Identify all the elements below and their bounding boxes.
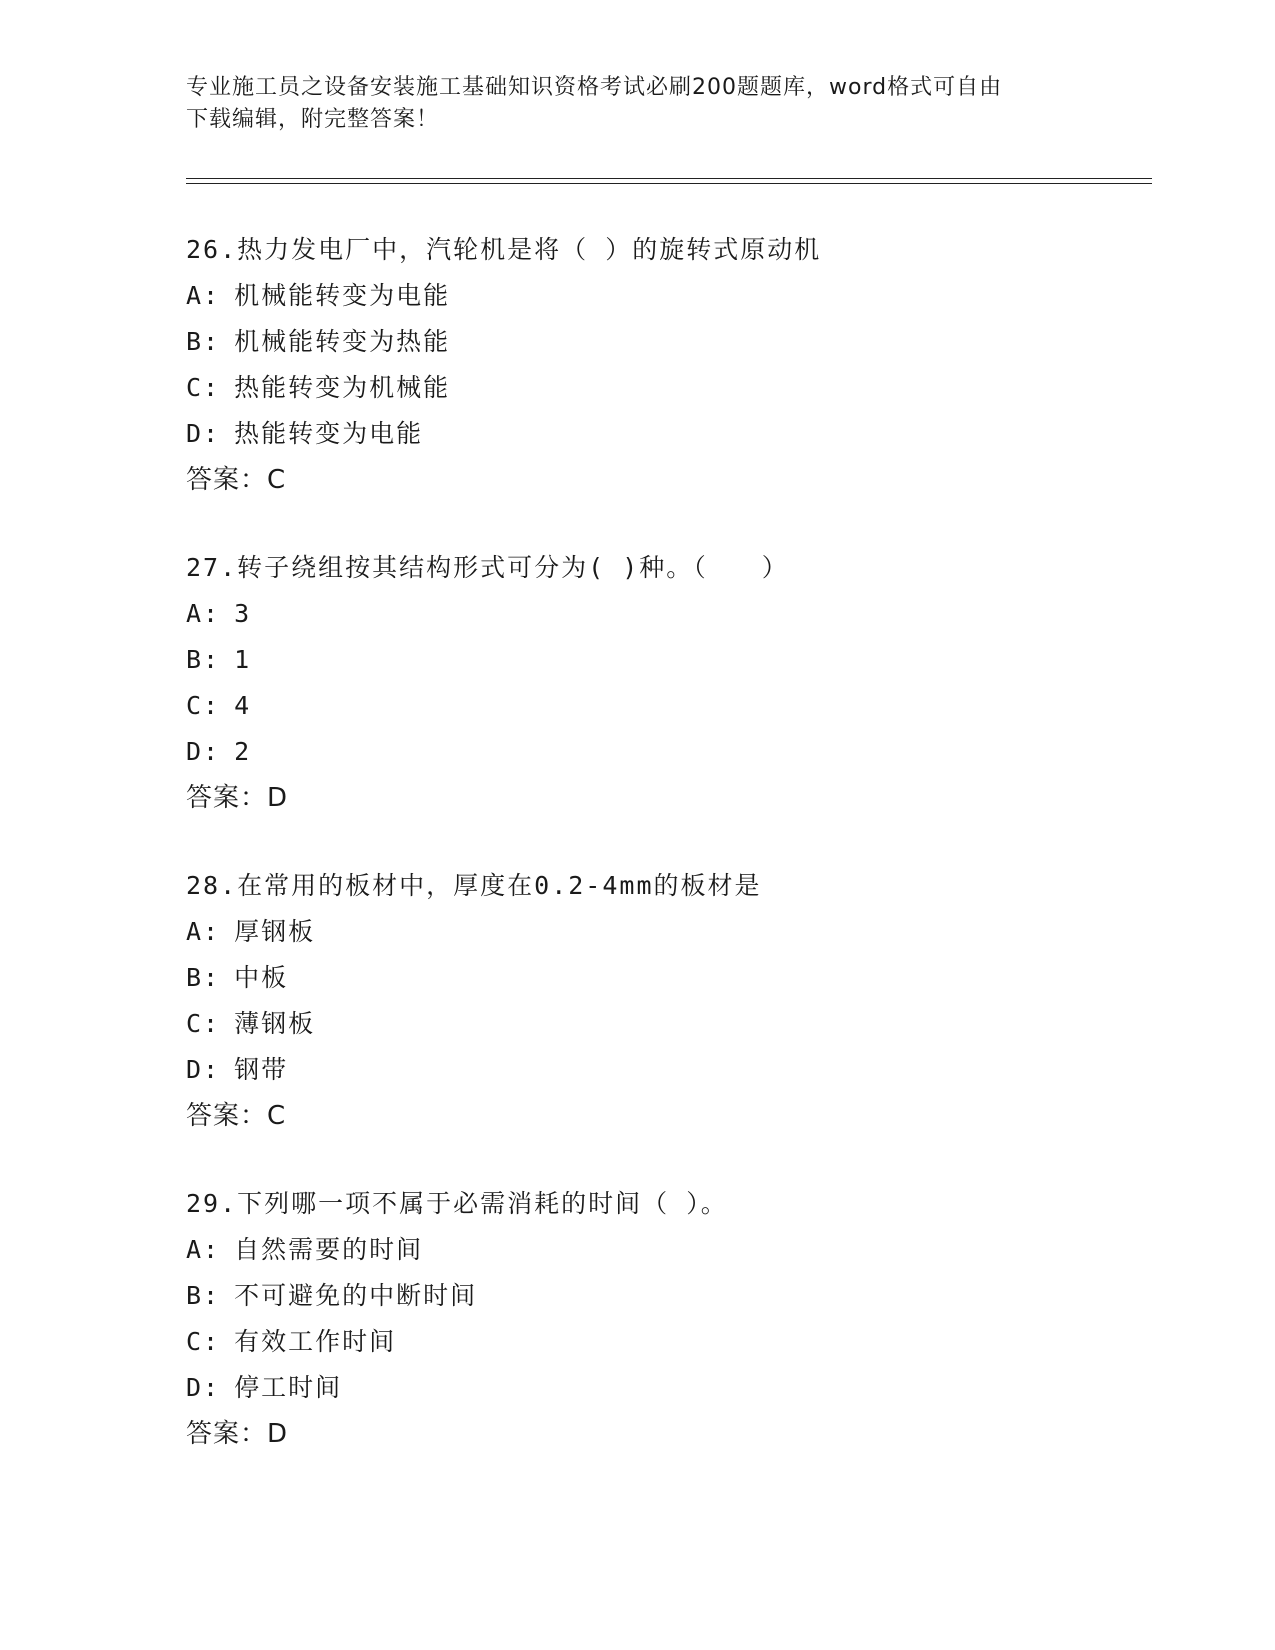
option-a: [186, 273, 1126, 319]
option-text: 有效工作时间: [234, 1327, 397, 1356]
option-label: C:: [186, 691, 221, 720]
answer: [186, 1093, 1126, 1139]
option-text: 厚钢板: [234, 917, 316, 946]
option-d: [186, 411, 1126, 457]
option-label: D:: [186, 1373, 221, 1402]
option-b: [186, 319, 1126, 365]
question-number: 28.: [186, 871, 238, 900]
option-text: 机械能转变为热能: [234, 327, 451, 356]
document-header: [186, 72, 1066, 136]
option-label: B:: [186, 963, 221, 992]
option-label: A:: [186, 281, 221, 310]
option-text: 钢带: [234, 1055, 289, 1084]
answer: [186, 775, 1126, 821]
option-c: [186, 365, 1126, 411]
question-28: [186, 863, 1126, 1139]
option-a: [186, 1227, 1126, 1273]
question-text: 转子绕组按其结构形式可分为( )种。（ ）: [237, 553, 789, 582]
header-line-2: 下载编辑，附完整答案！: [186, 107, 440, 132]
option-text: 3: [234, 599, 252, 628]
option-a: [186, 909, 1126, 955]
option-text: 薄钢板: [234, 1009, 316, 1038]
header-line-1: 专业施工员之设备安装施工基础知识资格考试必刷200题题库，word格式可自由: [186, 75, 1003, 100]
question-text: 热力发电厂中，汽轮机是将（ ）的旋转式原动机: [237, 235, 822, 264]
option-d: [186, 1047, 1126, 1093]
question-stem: [186, 1181, 1126, 1227]
option-b: [186, 1273, 1126, 1319]
option-text: 停工时间: [234, 1373, 343, 1402]
question-number: 29.: [186, 1189, 238, 1218]
option-text: 4: [234, 691, 252, 720]
question-26: [186, 227, 1126, 503]
option-text: 1: [234, 645, 252, 674]
question-stem: [186, 863, 1126, 909]
answer-value: C: [267, 1101, 287, 1131]
option-text: 热能转变为电能: [234, 419, 424, 448]
question-27: [186, 545, 1126, 821]
option-label: D:: [186, 1055, 221, 1084]
option-text: 中板: [234, 963, 289, 992]
option-text: 自然需要的时间: [234, 1235, 424, 1264]
option-label: C:: [186, 1009, 221, 1038]
option-label: B:: [186, 645, 221, 674]
option-label: D:: [186, 737, 221, 766]
question-number: 27.: [186, 553, 238, 582]
option-b: [186, 637, 1126, 683]
answer-value: C: [267, 465, 287, 495]
option-text: 2: [234, 737, 252, 766]
option-label: A:: [186, 917, 221, 946]
answer: [186, 457, 1126, 503]
answer: [186, 1411, 1126, 1457]
option-label: C:: [186, 1327, 221, 1356]
answer-label: 答案：: [186, 783, 268, 813]
question-stem: [186, 227, 1126, 273]
option-text: 热能转变为机械能: [234, 373, 451, 402]
option-label: B:: [186, 327, 221, 356]
option-c: [186, 1319, 1126, 1365]
header-divider-bottom: [186, 183, 1152, 184]
answer-label: 答案：: [186, 1419, 268, 1449]
question-number: 26.: [186, 235, 238, 264]
option-text: 机械能转变为电能: [234, 281, 451, 310]
option-d: [186, 1365, 1126, 1411]
option-label: A:: [186, 1235, 221, 1264]
question-text: 在常用的板材中，厚度在0.2-4mm的板材是: [237, 871, 762, 900]
option-label: B:: [186, 1281, 221, 1310]
answer-value: D: [267, 1419, 289, 1449]
option-label: D:: [186, 419, 221, 448]
option-a: [186, 591, 1126, 637]
option-label: A:: [186, 599, 221, 628]
question-text: 下列哪一项不属于必需消耗的时间（ ）。: [237, 1189, 728, 1218]
question-29: [186, 1181, 1126, 1457]
option-label: C:: [186, 373, 221, 402]
option-b: [186, 955, 1126, 1001]
option-text: 不可避免的中断时间: [234, 1281, 478, 1310]
answer-value: D: [267, 783, 289, 813]
option-d: [186, 729, 1126, 775]
option-c: [186, 683, 1126, 729]
answer-label: 答案：: [186, 465, 268, 495]
answer-label: 答案：: [186, 1101, 268, 1131]
question-stem: [186, 545, 1126, 591]
header-divider-top: [186, 178, 1152, 179]
option-c: [186, 1001, 1126, 1047]
